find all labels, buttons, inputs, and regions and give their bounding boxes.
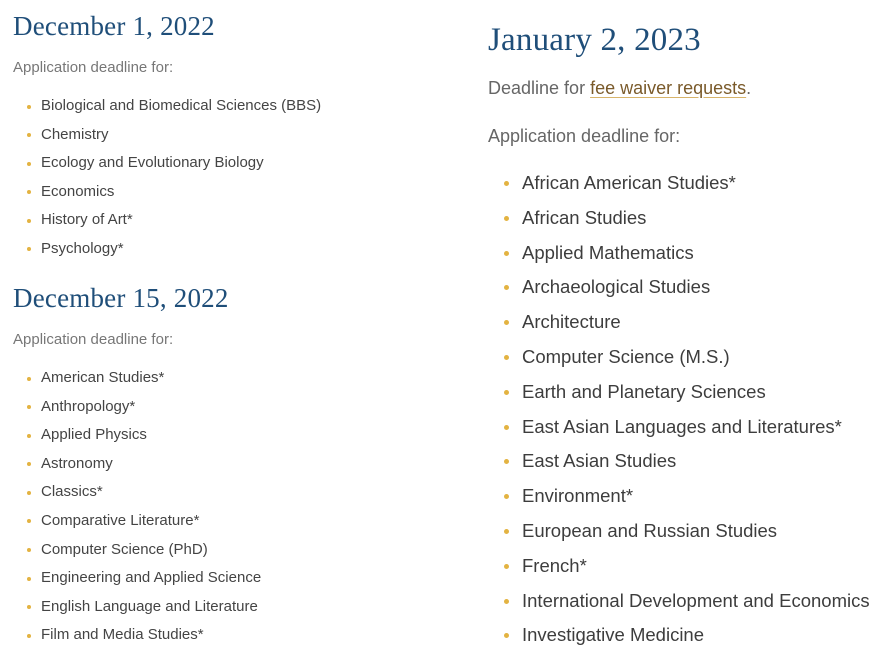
list-item: Psychology* bbox=[13, 235, 321, 264]
bullet-icon bbox=[27, 548, 31, 552]
bullet-icon bbox=[27, 491, 31, 495]
section-date-heading: December 1, 2022 bbox=[13, 11, 215, 41]
program-list bbox=[13, 364, 261, 650]
list-item: Applied Mathematics bbox=[488, 236, 870, 271]
bullet-icon bbox=[504, 390, 509, 395]
bullet-icon bbox=[504, 181, 509, 186]
list-item: Earth and Planetary Sciences bbox=[488, 375, 870, 410]
bullet-icon bbox=[27, 133, 31, 137]
section-lead-text: Application deadline for: bbox=[13, 331, 174, 348]
list-item: African American Studies* bbox=[488, 166, 870, 201]
section-date-heading: January 2, 2023 bbox=[488, 22, 701, 58]
bullet-icon bbox=[27, 219, 31, 223]
list-item: Environment* bbox=[488, 479, 870, 514]
list-item: Comparative Literature* bbox=[13, 507, 261, 536]
bullet-icon bbox=[504, 633, 509, 638]
list-item: East Asian Studies bbox=[488, 444, 870, 479]
list-item: International Development and Economics bbox=[488, 584, 870, 619]
list-item: Computer Science (PhD) bbox=[13, 536, 261, 565]
bullet-icon bbox=[504, 459, 509, 464]
list-item: Astronomy bbox=[13, 450, 261, 479]
list-item: Chemistry bbox=[13, 121, 321, 150]
section-date-heading: December 15, 2022 bbox=[13, 283, 229, 313]
bullet-icon bbox=[27, 405, 31, 409]
list-item: Economics bbox=[13, 178, 321, 207]
list-item: Film and Media Studies* bbox=[13, 621, 261, 650]
bullet-icon bbox=[27, 577, 31, 581]
list-item: Computer Science (M.S.) bbox=[488, 340, 870, 375]
bullet-icon bbox=[504, 216, 509, 221]
list-item: History of Art* bbox=[13, 206, 321, 235]
fee-waiver-link[interactable]: fee waiver requests bbox=[590, 78, 747, 98]
bullet-icon bbox=[504, 425, 509, 430]
program-list bbox=[488, 166, 870, 653]
list-item: Ecology and Evolutionary Biology bbox=[13, 149, 321, 178]
bullet-icon bbox=[27, 605, 31, 609]
fee-waiver-text: Deadline for fee waiver requests. bbox=[488, 78, 752, 98]
list-item: Engineering and Applied Science bbox=[13, 564, 261, 593]
list-item: African Studies bbox=[488, 201, 870, 236]
program-list bbox=[13, 92, 321, 264]
bullet-icon bbox=[504, 251, 509, 256]
bullet-icon bbox=[27, 519, 31, 523]
bullet-icon bbox=[504, 355, 509, 360]
list-item: East Asian Languages and Literatures* bbox=[488, 410, 870, 445]
bullet-icon bbox=[27, 247, 31, 251]
section-lead-text: Application deadline for: bbox=[488, 126, 681, 146]
bullet-icon bbox=[504, 320, 509, 325]
list-item: Investigative Medicine bbox=[488, 618, 870, 653]
bullet-icon bbox=[27, 377, 31, 381]
list-item: Applied Physics bbox=[13, 421, 261, 450]
bullet-icon bbox=[504, 494, 509, 499]
list-item: Architecture bbox=[488, 305, 870, 340]
bullet-icon bbox=[27, 162, 31, 166]
section-lead-text: Application deadline for: bbox=[13, 59, 174, 76]
list-item: European and Russian Studies bbox=[488, 514, 870, 549]
list-item: English Language and Literature bbox=[13, 593, 261, 622]
bullet-icon bbox=[27, 634, 31, 638]
bullet-icon bbox=[504, 564, 509, 569]
list-item: Classics* bbox=[13, 478, 261, 507]
list-item: Archaeological Studies bbox=[488, 270, 870, 305]
list-item: Anthropology* bbox=[13, 393, 261, 422]
bullet-icon bbox=[504, 599, 509, 604]
bullet-icon bbox=[27, 434, 31, 438]
bullet-icon bbox=[27, 105, 31, 109]
list-item: French* bbox=[488, 549, 870, 584]
bullet-icon bbox=[504, 285, 509, 290]
bullet-icon bbox=[504, 529, 509, 534]
list-item: Biological and Biomedical Sciences (BBS) bbox=[13, 92, 321, 121]
list-item: American Studies* bbox=[13, 364, 261, 393]
bullet-icon bbox=[27, 462, 31, 466]
bullet-icon bbox=[27, 190, 31, 194]
